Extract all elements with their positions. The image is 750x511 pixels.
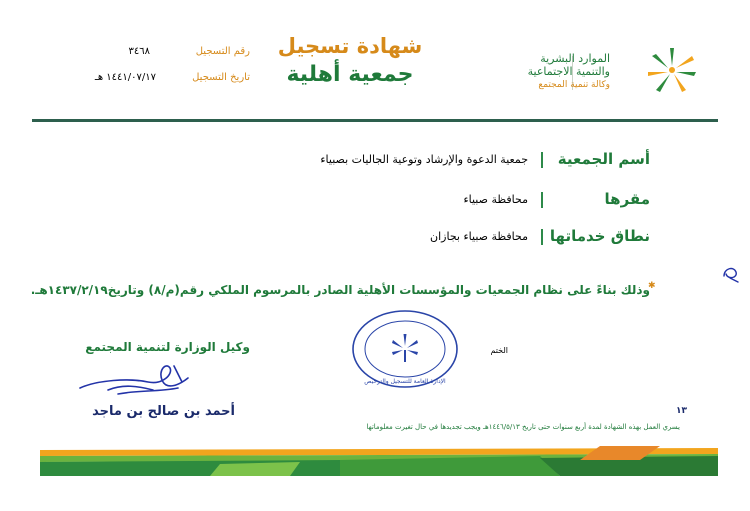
certificate-title: شهادة تسجيل: [277, 34, 423, 58]
signature-icon: [78, 360, 198, 400]
header-rule: [32, 119, 718, 122]
reg-number-value: ٣٤٦٨: [128, 46, 150, 57]
field-divider: [541, 229, 543, 245]
service-scope-value: محافظة صبياء بجازان: [430, 230, 528, 243]
ministry-name: [490, 52, 610, 78]
star-icon: ✱: [648, 281, 656, 291]
handwritten-mark-icon: [720, 262, 742, 284]
association-name-label: أسم الجمعية: [557, 150, 650, 168]
footer-decoration: [40, 446, 718, 476]
ministry-name-line1: الموارد البشرية: [540, 52, 610, 65]
seal-stamp-icon: [350, 308, 460, 390]
association-name-value: جمعية الدعوة والإرشاد وتوعية الجاليات بصبياء: [320, 153, 528, 166]
decree-statement: وذلك بناءً على نظام الجمعيات والمؤسسات الأهلية الصادر بالمرسوم الملكي رقم(م/٨) وتاريخ١٤٣٧/٢/١٩هـ.: [30, 283, 650, 297]
agency-name: وكالة تنمية المجتمع: [538, 80, 610, 90]
headquarters-label: مقرها: [604, 190, 650, 208]
certificate-subtitle: جمعية أهلية: [286, 62, 414, 87]
seal-label: الختم: [490, 346, 508, 355]
reg-date-value: ١٤٤١/٠٧/١٧ هـ: [94, 72, 156, 83]
seal-text: الإدارة العامة للتسجيل والترخيص: [364, 378, 446, 385]
signatory-name: أحمد بن صالح بن ماجد: [92, 404, 235, 419]
ministry-name-line2: والتنمية الاجتماعية: [527, 65, 610, 78]
signatory-title: وكيل الوزارة لتنمية المجتمع: [85, 340, 250, 354]
service-scope-label: نطاق خدماتها: [549, 227, 650, 245]
reg-number-label: رقم التسجيل: [195, 46, 250, 57]
headquarters-value: محافظة صبياء: [463, 193, 528, 206]
field-divider: [541, 192, 543, 208]
ministry-logo-icon: [640, 44, 704, 96]
validity-footnote: يسري العمل بهذه الشهادة لمدة أربع سنوات حتى تاريخ ١٤٤٦/٥/١٣هـ ويجب تجديدها في حال تغيرت معلوماتها: [366, 423, 680, 431]
reg-date-label: تاريخ التسجيل: [192, 72, 250, 83]
field-divider: [541, 152, 543, 168]
page-mark-icon: ١٣: [676, 406, 687, 416]
